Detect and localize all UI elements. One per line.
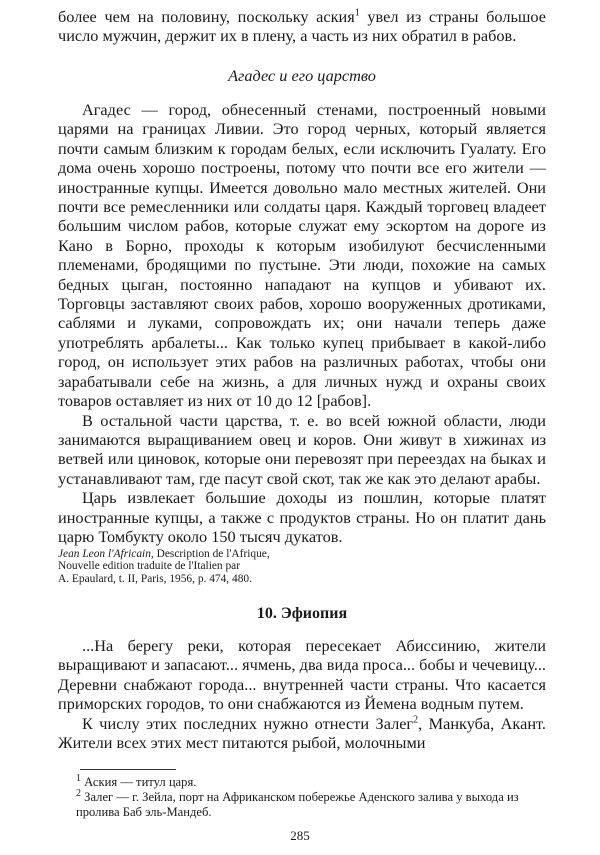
agades-paragraph-1: Агадес — город, обнесенный стенами, построенный новыми царями на границах Ливии. Это город черных, который является почти самым близким к городам белых, если исключить Гуалату. Его дома очень хорошо построены, потому что почти все его жители — иностранные купцы. Имеется довольно мало местных жителей. Они почти все ремесленники или солдаты царя. Каждый торговец владеет большим числом рабов, которые служат ему эскортом на дороге из Кано в Борно, проходы к которым изобилуют бесчисленными племенами, бродящими по пустыне. Эти люди, похожие на самых бедных цыган, постоянно нападают на купцов и убивают их. Торговцы заставляют своих рабов, хорошо вооруженных дротиками, саблями и луками, сопровождать их; они начали теперь даже употреблять арбалеты... Как только купец прибывает в какой-либо город, он использует этих рабов на различных работах, чтобы они зарабатывали себе на жизнь, а для личных нужд и охраны своих товаров оставляет из них от 10 до 12 [рабов]. xyxy=(58,100,546,411)
citation-line-3: A. Epaulard, t. II, Paris, 1956, p. 474, 480. xyxy=(58,572,252,585)
footnote-ref-1: 1 xyxy=(354,7,360,19)
citation-line-2: Nouvelle edition traduite de l'Italien par xyxy=(58,560,241,573)
footnote-ref-2: 2 xyxy=(413,714,419,726)
source-citation xyxy=(58,548,546,585)
footnote-divider xyxy=(80,769,176,770)
section-subtitle: Агадес и его царство xyxy=(228,66,376,85)
continued-paragraph: более чем на половину, поскольку аския$^1$ увел из страны большое число мужчин, держит их в плену, а часть из них обратил в рабов. xyxy=(58,7,546,46)
footnote-1: $^1$ Аския — титул царя. xyxy=(76,772,197,789)
page-number: 285 xyxy=(290,828,310,843)
footnotes xyxy=(58,772,546,821)
citation-title: Description de l'Afrique, xyxy=(153,548,270,560)
agades-section xyxy=(58,66,546,546)
section-heading: 10. Эфиопия xyxy=(256,605,348,622)
footnote-2: $^2$ Залег — г. Зейла, порт на Африканском побережье Аденского залива у выхода из пролива Баб эль-Мандеб. xyxy=(76,788,519,820)
ethiopia-section xyxy=(58,604,546,752)
agades-paragraph-2: В остальной части царства, т. е. во всей южной области, люди занимаются выращиванием овец и коров. Они живут в хижинах из ветвей или циновок, которые они перевозят при переездах на быках и устанавливают там, где пасут свой скот, так же как это делают арабы. xyxy=(58,410,546,488)
agades-paragraph-3: Царь извлекает большие доходы из пошлин, которые платят иностранные купцы, а также с продуктов страны. Но он платит дань царю Томбукту около 150 тысяч дукатов. xyxy=(58,488,546,546)
ethiopia-paragraph-2: К числу этих последних нужно отнести Залег$^2$, Манкуба, Акант. Жители всех этих мест питаются рыбой, молочными xyxy=(58,713,546,753)
citation-author: Jean Leon l'Africain, xyxy=(58,548,154,560)
continued-text-block xyxy=(58,7,546,46)
ethiopia-paragraph-1: ...На берегу реки, которая пересекает Абиссинию, жители выращивают и запасают... ячмень, два вида проса... бобы и чечевицу... Деревни снабжают города... внутренней части страны. Что касается приморских городов, то они снабжаются из Йемена водным путем. xyxy=(58,636,546,714)
